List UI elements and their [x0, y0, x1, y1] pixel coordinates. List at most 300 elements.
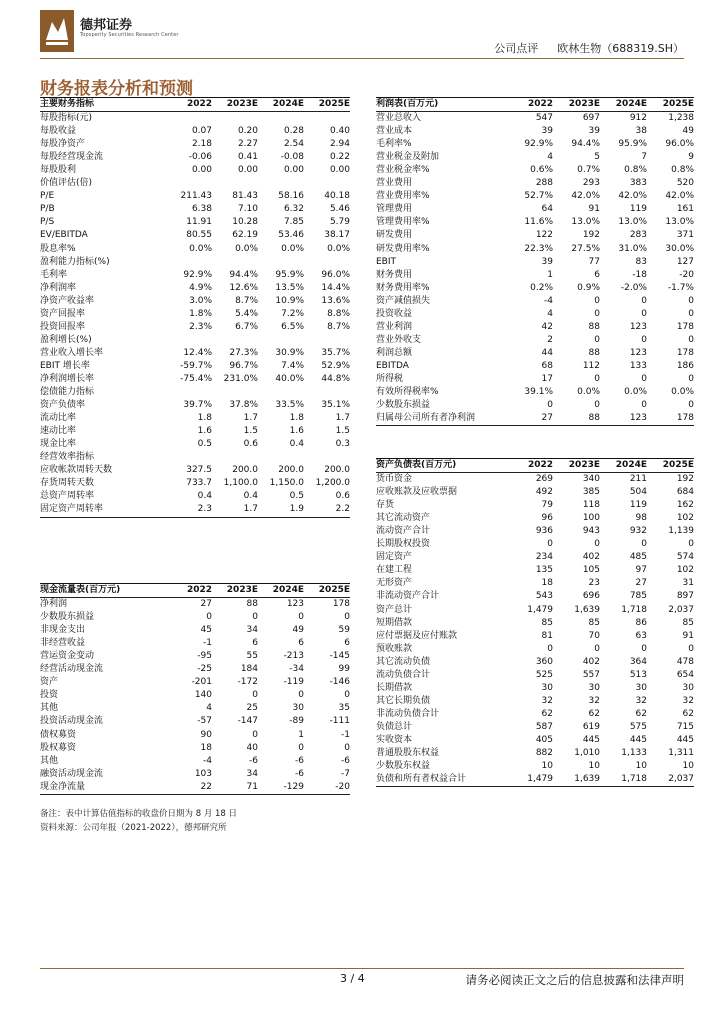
cell-value: -20: [304, 781, 350, 795]
cell-value: 405: [535, 735, 553, 745]
cell-value: 6: [298, 638, 304, 649]
cell-value: 0: [594, 308, 600, 319]
cell-value: 10: [541, 761, 553, 772]
table-row: [376, 386, 694, 399]
row-label: 无形资产: [376, 578, 413, 589]
cell-value: 0: [298, 612, 304, 623]
cell-value: -213: [283, 651, 304, 662]
cell-value: 96.7%: [229, 360, 258, 371]
row-label: 盈利增长(%): [40, 334, 92, 345]
balance-sheet-table: [376, 458, 694, 787]
row-label: EBIT: [376, 256, 397, 267]
cell-value: 63: [635, 630, 647, 641]
cell-value: 1,718: [621, 604, 647, 615]
cell-value: 1,479: [527, 604, 553, 615]
cell-value: 18: [541, 578, 553, 589]
cell-value: [166, 451, 212, 464]
cell-value: 4: [547, 152, 553, 163]
cell-value: 118: [582, 500, 600, 511]
cell-value: 27: [635, 578, 647, 589]
row-label: 研发费用率%: [376, 243, 430, 254]
row-label: 营业成本: [376, 126, 413, 137]
table-row: [40, 702, 350, 715]
year-header: 2022: [506, 98, 553, 112]
cell-value: [166, 112, 212, 126]
cell-value: 22: [166, 781, 212, 795]
cell-value: 1,010: [574, 748, 600, 759]
cell-value: 0: [688, 400, 694, 411]
table-row: [40, 203, 350, 216]
cell-value: 44.8%: [321, 374, 350, 384]
cell-value: 123: [286, 599, 304, 610]
cell-value: 0: [547, 539, 553, 550]
page-title: 财务报表分析和预测: [40, 79, 193, 99]
table-header-row: [40, 584, 350, 598]
cell-value: 92.9%: [524, 139, 553, 150]
cell-value: 7.2%: [281, 308, 304, 319]
table-row: [40, 438, 350, 451]
row-label: EBITDA: [376, 360, 409, 371]
cell-value: 32: [588, 695, 600, 706]
cell-value: 234: [535, 552, 553, 563]
table-row: [376, 617, 694, 630]
row-label: 每股经营现金流: [40, 152, 104, 163]
cell-value: 6: [344, 638, 350, 649]
cell-value: 575: [629, 721, 647, 732]
cell-value: 32: [682, 695, 694, 706]
financial-indicators-table: [40, 97, 350, 518]
cell-value: 11.6%: [524, 217, 553, 228]
table-row: [40, 650, 350, 663]
cell-value: 0.0%: [235, 243, 258, 254]
cell-value: 0.8%: [624, 165, 647, 176]
cell-value: 34: [246, 768, 258, 779]
row-label: 投资回报率: [40, 321, 86, 332]
table-row: [376, 577, 694, 590]
cell-value: 574: [676, 552, 694, 563]
row-label: 营业税金率%: [376, 165, 430, 176]
cell-value: 192: [582, 230, 600, 241]
cell-value: 127: [676, 256, 694, 267]
cell-value: 38.17: [324, 230, 350, 241]
cell-value: 0.6%: [530, 165, 553, 176]
row-label: 非现金支出: [40, 625, 86, 636]
year-header: 2024E: [600, 459, 647, 473]
table-row: [376, 243, 694, 256]
cell-value: 1.6: [289, 426, 304, 437]
cell-value: 44: [541, 347, 553, 358]
cell-value: 200.0: [324, 465, 350, 476]
row-label: 有效所得税率%: [376, 387, 439, 398]
cell-value: -57: [197, 716, 212, 727]
table-row: [40, 425, 350, 438]
cell-value: -6: [295, 755, 304, 766]
cell-value: 1.8: [197, 413, 212, 424]
cell-value: 30: [682, 682, 694, 693]
cell-value: 0: [594, 295, 600, 306]
table-row: [40, 399, 350, 412]
cell-value: 697: [582, 113, 600, 124]
cash-flow-table: [40, 583, 350, 795]
cell-value: 1,639: [574, 604, 600, 615]
table-row: [40, 229, 350, 242]
cell-value: -1: [341, 729, 350, 740]
table-row: [40, 755, 350, 768]
cell-value: 520: [676, 178, 694, 189]
cell-value: 5: [594, 152, 600, 163]
cell-value: 0: [641, 334, 647, 345]
cell-value: 0: [641, 295, 647, 306]
cell-value: 62.19: [232, 230, 258, 241]
cell-value: 42.0%: [618, 191, 647, 202]
row-label: 股权募资: [40, 742, 77, 753]
cell-value: 402: [582, 656, 600, 667]
cell-value: 30: [292, 703, 304, 714]
cell-value: 35: [338, 703, 350, 714]
cell-value: 1,200.0: [315, 478, 350, 489]
cell-value: 478: [676, 656, 694, 667]
row-label: 预收账款: [376, 643, 413, 654]
cell-value: 85: [588, 617, 600, 628]
cell-value: 2.94: [329, 139, 350, 150]
table-title: 资产负债表(百万元): [376, 459, 506, 473]
table-row: [376, 551, 694, 564]
year-header: 2023E: [212, 584, 258, 598]
cell-value: 8.8%: [327, 308, 350, 319]
cell-value: 0: [641, 374, 647, 384]
cell-value: 0: [298, 742, 304, 753]
cell-value: 2.3%: [189, 321, 212, 332]
table-row: [40, 729, 350, 742]
row-label: 长期借款: [376, 682, 413, 693]
year-header: 2022: [166, 98, 212, 112]
note-source: 资料来源：公司年报（2021-2022），德邦研究所: [40, 823, 227, 833]
cell-value: 385: [582, 487, 600, 498]
cell-value: 696: [582, 591, 600, 602]
cell-value: 0.28: [283, 126, 304, 137]
cell-value: 90: [200, 729, 212, 740]
table-row: [376, 760, 694, 773]
cell-value: 62: [541, 708, 553, 719]
cell-value: 59: [338, 625, 350, 636]
cell-value: 88: [588, 321, 600, 332]
cell-value: 2.18: [191, 139, 212, 150]
cell-value: 99: [338, 664, 350, 675]
cell-value: 200.0: [278, 465, 304, 476]
table-row: [40, 611, 350, 624]
cell-value: 27: [506, 412, 553, 426]
cell-value: 96.0%: [665, 139, 694, 150]
cell-value: 10.28: [232, 217, 258, 228]
cell-value: 178: [676, 347, 694, 358]
table-row: [40, 334, 350, 347]
row-label: 负债和所有者权益合计: [376, 773, 506, 787]
row-label: 资产回报率: [40, 308, 86, 319]
year-header: 2024E: [258, 584, 304, 598]
table-row: [376, 177, 694, 190]
cell-value: 383: [629, 178, 647, 189]
table-header-row: [40, 98, 350, 112]
cell-value: 327.5: [186, 465, 212, 476]
cell-value: 1,133: [621, 748, 647, 759]
table-row: [40, 781, 350, 795]
cell-value: 932: [629, 526, 647, 537]
cell-value: -59.7%: [180, 360, 212, 371]
cell-value: 18: [200, 742, 212, 753]
page-number: 3 / 4: [340, 972, 365, 985]
cell-value: 62: [682, 708, 694, 719]
cell-value: 504: [629, 487, 647, 498]
row-label: 现金净流量: [40, 781, 166, 795]
cell-value: 39.1%: [524, 387, 553, 398]
cell-value: 0.0%: [327, 243, 350, 254]
cell-value: 81.43: [232, 191, 258, 202]
cell-value: 288: [535, 178, 553, 189]
year-header: 2023E: [553, 459, 600, 473]
cell-value: 85: [682, 617, 694, 628]
page-header: [40, 10, 684, 56]
row-label: 毛利率%: [376, 139, 412, 150]
cell-value: 40: [246, 742, 258, 753]
table-row: [376, 682, 694, 695]
table-header-row: [376, 459, 694, 473]
row-label: 资产减值损失: [376, 295, 431, 306]
table-row: [376, 112, 694, 126]
cell-value: 91: [588, 204, 600, 215]
row-label: 每股净资产: [40, 139, 86, 150]
cell-value: 543: [535, 591, 553, 602]
cell-value: -34: [289, 664, 304, 675]
row-label: 归属母公司所有者净利润: [376, 412, 506, 426]
cell-value: 77: [588, 256, 600, 267]
row-label: 资产负债率: [40, 400, 86, 411]
cell-value: 402: [582, 552, 600, 563]
cell-value: 5.46: [329, 204, 350, 215]
row-label: 净资产收益率: [40, 295, 95, 306]
table-row: [40, 177, 350, 190]
year-header: 2025E: [647, 98, 694, 112]
row-label: 存货周转天数: [40, 478, 95, 489]
cell-value: -172: [237, 677, 258, 688]
cell-value: 0: [252, 729, 258, 740]
cell-value: 123: [629, 347, 647, 358]
year-header: 2022: [506, 459, 553, 473]
table-row: [40, 689, 350, 702]
cell-value: 178: [676, 321, 694, 332]
cell-value: 13.6%: [321, 295, 350, 306]
cell-value: 0: [594, 643, 600, 654]
row-label: 净利润增长率: [40, 374, 95, 384]
cell-value: 58.16: [278, 191, 304, 202]
table-row: [376, 721, 694, 734]
table-row: [40, 360, 350, 373]
cell-value: 0.6: [243, 439, 258, 450]
table-row: [40, 282, 350, 295]
cell-value: 0: [641, 643, 647, 654]
cell-value: 1: [547, 269, 553, 280]
cell-value: 1.7: [243, 413, 258, 424]
cell-value: 200.0: [232, 465, 258, 476]
cell-value: [212, 334, 258, 347]
cell-value: 0.00: [237, 165, 258, 176]
cell-value: 3.0%: [189, 295, 212, 306]
table-row: [376, 734, 694, 747]
cell-value: 123: [629, 321, 647, 332]
table-row: [376, 669, 694, 682]
cell-value: [166, 334, 212, 347]
table-title: 现金流量表(百万元): [40, 584, 166, 598]
table-row: [40, 451, 350, 464]
row-label: 短期借款: [376, 617, 413, 628]
cell-value: 42.0%: [665, 191, 694, 202]
cell-value: 1.7: [335, 413, 350, 424]
cell-value: -6: [341, 755, 350, 766]
cell-value: 62: [635, 708, 647, 719]
cell-value: 88: [246, 599, 258, 610]
cell-value: 13.0%: [571, 217, 600, 228]
table-row: [40, 598, 350, 612]
cell-value: 186: [676, 360, 694, 371]
cell-value: 0: [594, 374, 600, 384]
cell-value: 39: [541, 126, 553, 137]
cell-value: 0: [344, 742, 350, 753]
cell-value: 85: [541, 617, 553, 628]
cell-value: 10: [682, 761, 694, 772]
year-header: 2024E: [258, 98, 304, 112]
cell-value: 140: [194, 690, 212, 701]
row-label: P/B: [40, 204, 55, 215]
cell-value: 1,100.0: [223, 478, 258, 489]
company-logo-icon: [40, 10, 74, 52]
row-label: 融资活动现金流: [40, 768, 104, 779]
cell-value: 513: [629, 669, 647, 680]
row-label: 流动比率: [40, 413, 77, 424]
note-valuation-date: 备注：表中计算估值指标的收盘价日期为 8 月 18 日: [40, 809, 238, 819]
table-row: [376, 473, 694, 487]
row-label: 长期股权投资: [376, 539, 431, 550]
cell-value: -7: [341, 768, 350, 779]
row-label: 非流动资产合计: [376, 591, 440, 602]
row-label: 债权募资: [40, 729, 77, 740]
table-row: [40, 164, 350, 177]
cell-value: 2,037: [668, 604, 694, 615]
report-tag: 公司点评: [494, 42, 539, 55]
cell-value: 0: [594, 539, 600, 550]
cell-value: 0: [252, 690, 258, 701]
cell-value: 31.0%: [618, 243, 647, 254]
row-label: 存货: [376, 500, 395, 511]
cell-value: 13.5%: [275, 282, 304, 293]
cell-value: -6: [295, 768, 304, 779]
cell-value: 619: [582, 721, 600, 732]
row-label: 资产总计: [376, 604, 413, 615]
table-row: [40, 190, 350, 203]
table-row: [376, 373, 694, 386]
cell-value: 1,718: [600, 773, 647, 787]
table-row: [376, 643, 694, 656]
cell-value: 39.7%: [183, 400, 212, 411]
cell-value: 0: [344, 690, 350, 701]
cell-value: -129: [258, 781, 304, 795]
cell-value: 27.3%: [229, 347, 258, 358]
cell-value: 445: [676, 735, 694, 745]
row-label: 其它流动资产: [376, 513, 431, 524]
cell-value: 0: [641, 400, 647, 411]
income-statement-table: [376, 97, 694, 426]
cell-value: 10: [635, 761, 647, 772]
cell-value: 1,238: [668, 113, 694, 124]
cell-value: 1: [298, 729, 304, 740]
row-label: 投资: [40, 690, 59, 701]
cell-value: 557: [582, 669, 600, 680]
row-label: 财务费用: [376, 269, 413, 280]
cell-value: 62: [588, 708, 600, 719]
cell-value: 0: [344, 612, 350, 623]
table-row: [40, 386, 350, 399]
row-label: 净利润率: [40, 282, 77, 293]
row-label: 营业收入增长率: [40, 347, 104, 358]
cell-value: 485: [629, 552, 647, 563]
cell-value: 1,311: [668, 748, 694, 759]
cell-value: 38: [635, 126, 647, 137]
cell-value: 0.00: [191, 165, 212, 176]
cell-value: -95: [197, 651, 212, 662]
cell-value: 11.91: [186, 217, 212, 228]
cell-value: 33.5%: [275, 400, 304, 411]
row-label: 营运资金变动: [40, 651, 95, 662]
cell-value: 102: [676, 513, 694, 524]
table-row: [376, 590, 694, 603]
cell-value: 42: [541, 321, 553, 332]
cell-value: 27: [200, 599, 212, 610]
table-row: [376, 216, 694, 229]
cell-value: -2.0%: [620, 282, 647, 293]
cell-value: 13.0%: [618, 217, 647, 228]
cell-value: 88: [553, 412, 600, 426]
row-label: 应付票据及应付账款: [376, 630, 458, 641]
cell-value: 1,139: [668, 526, 694, 537]
cell-value: 68: [541, 360, 553, 371]
table-row: [376, 656, 694, 669]
cell-value: [304, 451, 350, 464]
cell-value: 13.0%: [665, 217, 694, 228]
row-label: 普通股股东权益: [376, 748, 440, 759]
table-row: [376, 295, 694, 308]
table-row: [376, 334, 694, 347]
table-row: [40, 663, 350, 676]
cell-value: 55: [246, 651, 258, 662]
cell-value: 0.4: [243, 491, 258, 502]
cell-value: 52.9%: [321, 360, 350, 371]
company-name: 德邦证券: [80, 18, 133, 33]
cell-value: 211: [629, 474, 647, 485]
cell-value: 1.5: [243, 426, 258, 437]
header-divider: [40, 58, 684, 59]
cell-value: -6: [249, 755, 258, 766]
cell-value: 49: [292, 625, 304, 636]
row-label: 所得税: [376, 374, 404, 384]
cell-value: 0: [688, 374, 694, 384]
cell-value: [258, 256, 304, 269]
row-label: 经营效率指标: [40, 452, 95, 463]
table-row: [376, 525, 694, 538]
cell-value: 94.4%: [229, 269, 258, 280]
cell-value: 37.8%: [229, 400, 258, 411]
cell-value: 96: [541, 513, 553, 524]
cell-value: 162: [676, 500, 694, 511]
table-row: [40, 490, 350, 503]
table-row: [376, 151, 694, 164]
